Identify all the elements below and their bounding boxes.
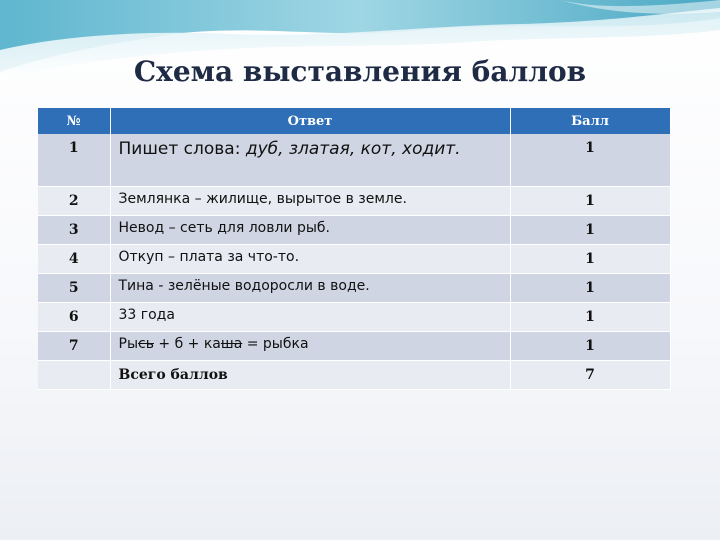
table-row (38, 244, 670, 273)
row-score: 1 (510, 273, 670, 302)
row-answer: Тина - зелёные водоросли в воде. (110, 273, 510, 302)
page-title: Схема выставления баллов (133, 55, 587, 88)
row-score: 1 (510, 331, 670, 360)
row-number: 1 (38, 134, 110, 186)
table-row (38, 273, 670, 302)
row-number: 7 (38, 331, 110, 360)
row-number: 3 (38, 215, 110, 244)
table-row (38, 215, 670, 244)
row-answer: 33 года (110, 302, 510, 331)
table-header-row (38, 108, 670, 134)
answer-italic-text: дуб, златая, кот, ходит. (245, 139, 461, 159)
struck-letters: сь (138, 335, 154, 352)
header-answer: Ответ (110, 108, 510, 134)
header-num: № (38, 108, 110, 134)
total-row (38, 360, 670, 389)
row-score: 1 (510, 215, 670, 244)
row-number: 4 (38, 244, 110, 273)
row-score: 1 (510, 244, 670, 273)
row-answer: Невод – сеть для ловли рыб. (110, 215, 510, 244)
total-empty-cell (38, 360, 110, 389)
table-row (38, 302, 670, 331)
row-score: 1 (510, 134, 670, 186)
row-score: 1 (510, 302, 670, 331)
row-answer: Землянка – жилище, вырытое в земле. (110, 186, 510, 215)
row-number: 2 (38, 186, 110, 215)
row-answer (110, 134, 510, 186)
row-score: 1 (510, 186, 670, 215)
table-row (38, 186, 670, 215)
struck-letters: ша (220, 335, 243, 352)
score-table (38, 108, 671, 390)
table-row (38, 331, 670, 360)
answer-part: Ры (118, 335, 138, 352)
answer-part: = рыбка (242, 335, 309, 352)
total-label: Всего баллов (110, 360, 510, 389)
row-answer: Откуп – плата за что-то. (110, 244, 510, 273)
row-number: 5 (38, 273, 110, 302)
total-score: 7 (510, 360, 670, 389)
table-row (38, 134, 670, 186)
row-answer (110, 331, 510, 360)
header-score: Балл (510, 108, 670, 134)
answer-text: Пишет слова: (118, 139, 246, 159)
answer-part: + б + ка (153, 335, 221, 352)
row-number: 6 (38, 302, 110, 331)
